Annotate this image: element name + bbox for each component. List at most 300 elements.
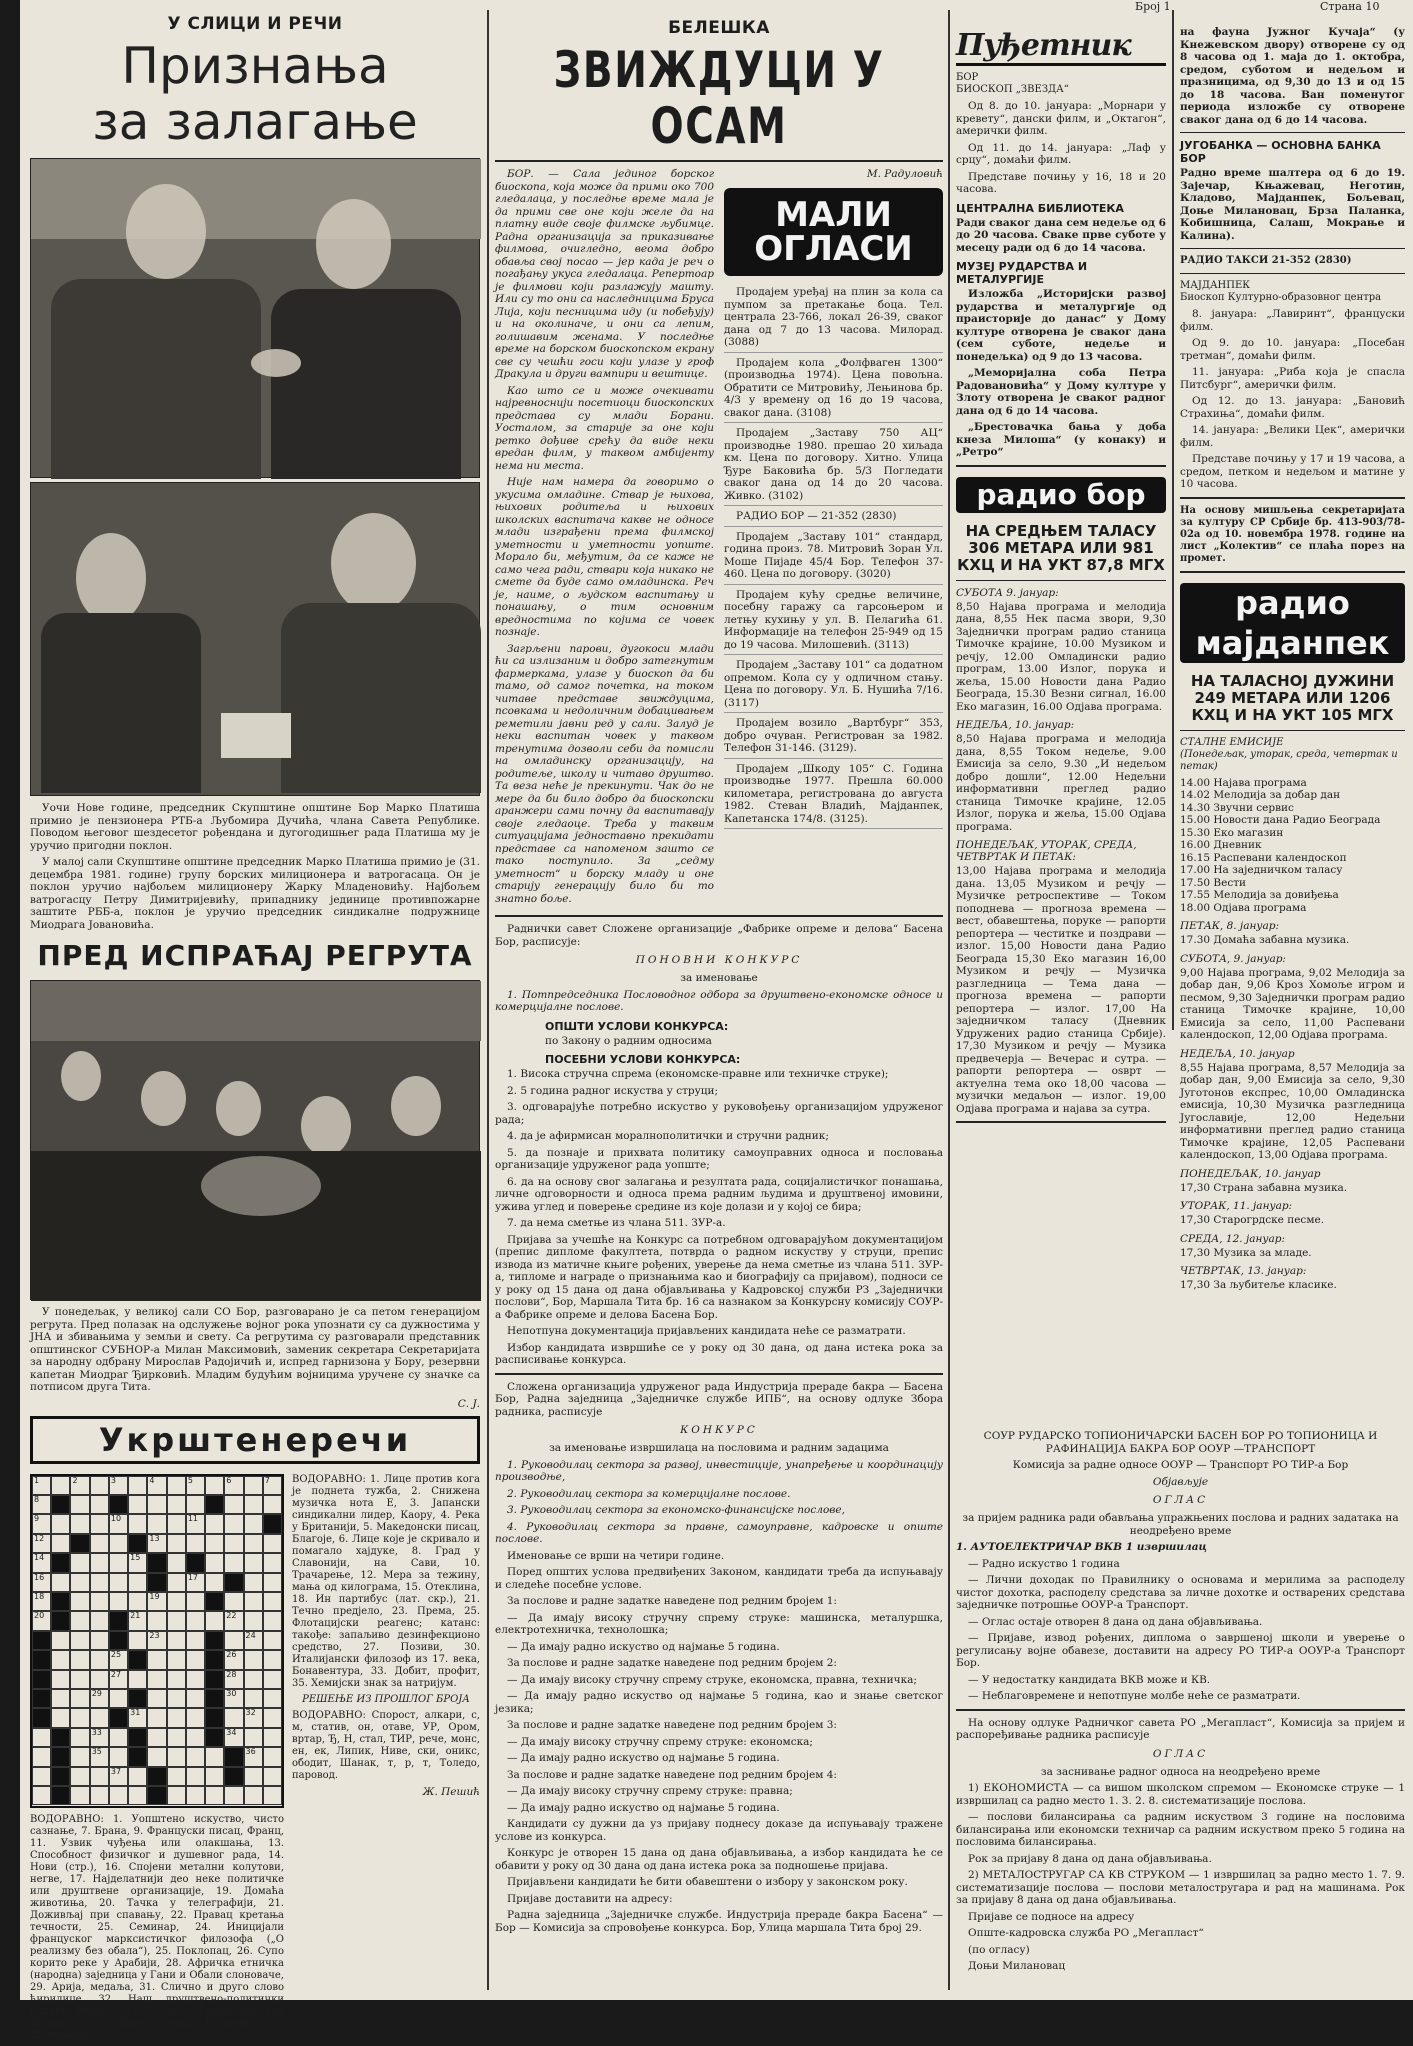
transport-condition: — Неблаговремене и непотпуне молбе неће се разматрати. xyxy=(968,1690,1301,1702)
crossword-cell xyxy=(263,1689,282,1708)
crossword-cell xyxy=(128,1476,147,1495)
crossword-cell xyxy=(244,1689,263,1708)
crossword-cell xyxy=(90,1689,109,1708)
crossword-heading: Укрштенеречи xyxy=(30,1416,480,1464)
crossword-cell xyxy=(128,1495,147,1514)
photo-caption-1: Уочи Нове године, председник Скупштине општине Бор Марко Платиша примио је пензионера РТБ-а Љубомира Дучића, члана Савета Републике. Поводом његовог шездесетог рођендана и дугогодишњег рада Платиша му је уручио пригодни поклон. xyxy=(30,802,480,852)
crossword-cell xyxy=(90,1767,109,1786)
konkurs2-items xyxy=(495,1459,943,1546)
crossword-cell xyxy=(263,1786,282,1805)
bottom-notices xyxy=(956,1430,1405,2000)
crossword-cell xyxy=(90,1553,109,1572)
konkurs-conditions xyxy=(495,1068,943,1230)
crossword-cell xyxy=(167,1514,186,1533)
crossword-cell xyxy=(90,1495,109,1514)
crossword-cell xyxy=(32,1786,51,1805)
crossword-cell-number: 20 xyxy=(34,1611,45,1621)
majdanpek-cinema-item: 11. јануара: „Риба која је спасла Питсбург“, амерички филм. xyxy=(1180,366,1405,391)
transport-oglas: ОГЛАС xyxy=(1152,1494,1209,1506)
crossword-cell xyxy=(224,1495,243,1514)
crossword-cell xyxy=(263,1476,282,1495)
column-rule xyxy=(487,10,489,1990)
crossword-cell xyxy=(205,1767,224,1786)
megaplast-item: Рок за пријаву 8 дана од дана објављивања. xyxy=(968,1852,1212,1865)
konkurs2-heading: КОНКУРС xyxy=(680,1424,758,1436)
crossword-cell xyxy=(70,1592,89,1611)
crossword-cell-number: 32 xyxy=(245,1708,256,1718)
radio-majdanpek-day: ЧЕТВРТАК, 13. јануар: xyxy=(1180,1265,1307,1277)
crossword-cell-number: 3 xyxy=(110,1475,117,1485)
konkurs-condition: 7. да нема сметње из члана 511. ЗУР-а. xyxy=(507,1217,726,1229)
radio-majdanpek-frequency: НА ТАЛАСНОЈ ДУЖИНИ 249 МЕТАРА ИЛИ 1206 КХЦ И НА УКТ 105 МГХ xyxy=(1190,671,1395,724)
majdanpek-cinema-list xyxy=(1180,308,1405,491)
konkurs2-line: Пријављени кандидати ће бити обавештени о избору у законском року. xyxy=(507,1876,908,1888)
crossword-cell xyxy=(167,1592,186,1611)
crossword-cell xyxy=(263,1514,282,1533)
konkurs2-line: — Да имају високу стручну спрему струке: правна; xyxy=(507,1785,793,1797)
museum-item: Изложба „Историјски развој рударства и металургије од праисторије до данас“ у Дому културе отворена је сваког дана (сем суботе, недеље и понедељка) од 9 до 13 часова. xyxy=(956,288,1166,363)
crossword-cell xyxy=(244,1747,263,1766)
transport-oglas-sub: за пријем радника ради обављања упражњених послова и радних задатака на неодређено време xyxy=(962,1512,1399,1537)
crossword-cell xyxy=(167,1689,186,1708)
crossword-cell xyxy=(147,1670,166,1689)
crossword-cell xyxy=(244,1553,263,1572)
transport-condition: — Оглас остаје отворен 8 дана од дана објављивања. xyxy=(968,1615,1263,1628)
crossword-cell xyxy=(70,1611,89,1630)
crossword-cell xyxy=(109,1592,128,1611)
crossword-cell xyxy=(70,1728,89,1747)
crossword-cell xyxy=(51,1534,70,1553)
standing-item: 17.00 На заједничком таласу xyxy=(1180,864,1343,876)
konkurs2-sub: за именовање извршилаца на пословима и радним задацима xyxy=(549,1442,889,1454)
konkurs-condition: 6. да на основу свог залагања и резултата рада, социјалистичког понашања, личне одговорности и односа према радним људима и друштвеној имовини, ужива углед и поверење средине из које долази и у којој се бира; xyxy=(495,1175,943,1213)
crossword-cell xyxy=(167,1573,186,1592)
crossword-cell xyxy=(90,1592,109,1611)
crossword-cell-number: 37 xyxy=(110,1766,122,1776)
konkurs-special: ПОСЕБНИ УСЛОВИ КОНКУРСА: xyxy=(545,1053,741,1066)
crossword-cell xyxy=(90,1670,109,1689)
crossword-cell xyxy=(244,1534,263,1553)
crossword-cell xyxy=(70,1514,89,1533)
konkurs-heading: ПОНОВНИ КОНКУРС xyxy=(635,954,803,966)
crossword-cell xyxy=(32,1573,51,1592)
cinema-list xyxy=(956,100,1166,196)
crossword-cell xyxy=(244,1592,263,1611)
crossword-cell xyxy=(70,1689,89,1708)
note-body xyxy=(495,168,943,909)
crossword-cell xyxy=(147,1689,166,1708)
majdanpek-cinema: Биоскоп Културно-образовног центра xyxy=(1180,292,1382,303)
crossword-cell xyxy=(263,1708,282,1727)
crossword-cell xyxy=(147,1534,166,1553)
crossword-cell xyxy=(167,1650,186,1669)
crossword-cell xyxy=(147,1553,166,1572)
radio-majdanpek-text: 9,00 Најава програма, 9,02 Мелодија за добар дан, 9,06 Кроз Хомоље игром и песмом, 9,30 Заједнички програм радио станица Тимочке крајине, 10,00 Емисија за село, 11,00 Распевани календоскоп, 12,00 Одјава програма. xyxy=(1180,966,1405,1041)
crossword-cell xyxy=(167,1631,186,1650)
crossword-cell xyxy=(90,1650,109,1669)
crossword-cell xyxy=(32,1534,51,1553)
crossword-cell xyxy=(128,1631,147,1650)
konkurs2-item: 4. Руководилац сектора за правне, самоуправне, кадровске и опште послове. xyxy=(495,1520,943,1545)
crossword-cell xyxy=(186,1476,205,1495)
crossword-cell xyxy=(205,1650,224,1669)
crossword-cell xyxy=(244,1495,263,1514)
note-signature: М. Радуловић xyxy=(866,168,943,180)
classified-ad: Продајем кућу средње величине, посебну гаражу са гарсоњером и летњу кухињу у ул. В. Пелагића 61. Информације на телефон 25-949 од 15 до 19 часова. Милошевић. (3113) xyxy=(724,589,943,656)
crossword-cell xyxy=(186,1611,205,1630)
crossword-cell-number: 11 xyxy=(187,1514,199,1524)
crossword-cell xyxy=(147,1631,166,1650)
note-title: ЗВИЖДУЦИ У ОСАМ xyxy=(553,41,885,155)
konkurs-condition: 5. да познаје и прихвата политику самоуправних односа и пословања организације удруженог рада уопште; xyxy=(495,1146,943,1171)
crossword-cell xyxy=(224,1786,243,1805)
megaplast-item: Пријаве се подносе на адресу xyxy=(968,1910,1135,1923)
rule xyxy=(495,1373,943,1375)
crossword-cell xyxy=(51,1747,70,1766)
crossword-cell-number: 34 xyxy=(226,1727,237,1737)
radio-majdanpek-day: ПОНЕДЕЉАК, 10. јануар xyxy=(1180,1167,1321,1180)
megaplast-item: — послови билансирања са радним искуством 3 године на пословима билансирања или економски техничар са радним искуством преко 5 година на пословима билансирања. xyxy=(956,1811,1405,1848)
crossword-cell xyxy=(224,1573,243,1592)
crossword-cell-number: 10 xyxy=(110,1514,122,1524)
crossword-cell-number: 22 xyxy=(226,1611,237,1621)
crossword-cell-number: 13 xyxy=(149,1533,160,1543)
radio-majdanpek-day: УТОРАК, 11. јануар: xyxy=(1180,1200,1293,1212)
photo-recruits xyxy=(30,980,480,1300)
standing-item: 14.30 Звучни сервис xyxy=(1180,801,1294,814)
crossword-grid xyxy=(30,1474,284,1808)
crossword-cell xyxy=(205,1728,224,1747)
crossword-cell xyxy=(147,1650,166,1669)
page-number: Страна 10 xyxy=(1320,0,1380,13)
konkurs2-line: Именовање се врши на четири године. xyxy=(507,1549,725,1562)
crossword-cell xyxy=(109,1689,128,1708)
crossword-cell xyxy=(128,1514,147,1533)
crossword-cell xyxy=(205,1689,224,1708)
crossword-across: ВОДОРАВНО: 1. Уопштено искуство, чисто сазнање, 7. Брана, 9. Француски писац, Франц, 11. Узвик чуђења или олакшања, 13. Способност физичког и душевног рада, 14. Нови (стр.), 16. Спојени метални колутови, негве, 17. Најделатнији део неке политичке или друштвене организације, 19. Домаћа животиња, 20. Тачка у телеграфији, 21. Доживљај при спавању, 22. Правац кретања течности, 25. Семинар, 24. Иницијали француског марксистичког филозофа („О реализму без обала“), 25. Поклопац, 26. Супо корито реке у Арабији, 28. Афричка етничка (народна) заједница у Гани и Обали слоноваче, 29. Арија, медаља, 31. Слично и друго слово ћирилице, 32. Наш друштвено-политички радник, Никола, 34. Језеро у Француској, код Бордоа, 36. Име писца Поповића — Шапчанина. xyxy=(30,1813,284,2041)
crossword-cell xyxy=(147,1767,166,1786)
rule xyxy=(1180,132,1405,133)
crossword-cell xyxy=(147,1708,166,1727)
crossword-cell xyxy=(263,1767,282,1786)
crossword-cell-number: 31 xyxy=(130,1708,141,1718)
crossword-cell xyxy=(167,1786,186,1805)
konkurs2-text xyxy=(495,1550,943,1935)
konkurs-condition: 2. 5 година радног искуства у струци; xyxy=(507,1084,719,1097)
megaplast-item: Доњи Милановац xyxy=(968,1960,1066,1972)
crossword-cell xyxy=(32,1631,51,1650)
crossword-cell xyxy=(51,1573,70,1592)
crossword-cell xyxy=(51,1689,70,1708)
crossword-cell xyxy=(90,1476,109,1495)
crossword-cell xyxy=(186,1553,205,1572)
crossword-cell xyxy=(128,1670,147,1689)
crossword-cell xyxy=(128,1553,147,1572)
rule xyxy=(495,160,943,162)
cinema-item: Од 11. до 14. јануара: „Лаф у срцу“, домаћи филм. xyxy=(956,141,1166,166)
crossword-cell xyxy=(205,1786,224,1805)
konkurs2-line: Пријаве доставити на адресу: xyxy=(507,1892,673,1905)
museum-list xyxy=(956,288,1166,459)
standing-heading: СТАЛНЕ ЕМИСИЈЕ xyxy=(1180,736,1284,748)
crossword-cell xyxy=(263,1495,282,1514)
article-title xyxy=(30,38,480,150)
transport-condition: — Лични доходак по Правилнику о основама и мерилима за расподелу чистог дохотка, расподелу средстава за личне дохотке и остварених средстава заједничке потрошње ООУР-а Транспорт. xyxy=(956,1574,1405,1611)
crossword-cell xyxy=(128,1611,147,1630)
classified-list xyxy=(724,286,943,829)
crossword-cell xyxy=(263,1631,282,1650)
konkurs-apply: Пријава за учешће на Конкурс са потребном одговарајућом документацијом (препис дипломе факултета, потврда о радном искуству у струци, препис извода из матичне књиге рођених, уверење да нема сметње из члана 511. ЗУР-а, типломе и награде о признањима као и биографију са пријавом), подноси се у року од 15 дана од дана објављивања у Кадровској служби РЗ „Заједнички послови“, Бор, Маршала Тита бр. 16 са назнаком за Конкурсну комисију СОУР-а Фабрике опреме и делова Басена Бор. xyxy=(495,1233,943,1321)
radio-majdanpek-schedule xyxy=(1180,920,1405,1292)
megaplast-item: 2) МЕТАЛОСТРУГАР СА КВ СТРУКОМ — 1 извршилац за радно место 1. 7. 9. систематизације послова — послови металостругара и рад на машинама. Рок за пријаву 8 дана од дана објављивања. xyxy=(956,1869,1405,1906)
radio-majdanpek-day: СУБОТА, 9. јануар: xyxy=(1180,952,1286,965)
konkurs-subheading: за именовање xyxy=(680,972,758,984)
konkurs2-line: Кандидати су дужни да уз пријаву поднесу доказе да испуњавају тражене услове из конкурса. xyxy=(495,1818,943,1843)
crossword-cell xyxy=(147,1495,166,1514)
note-kicker: БЕЛЕШКА xyxy=(668,18,770,38)
konkurs-condition: 3. одговарајуће потребно искуство у руковођењу организацијом удруженог рада; xyxy=(495,1101,943,1126)
crossword-cell xyxy=(70,1747,89,1766)
crossword-cell xyxy=(70,1708,89,1727)
taxi-info: РАДИО ТАКСИ 21-352 (2830) xyxy=(1180,255,1352,266)
photo-caption-3: У понедељак, у великој сали СО Бор, разговарано је са петом генерацијом регрута. Пред полазак на одслужење војног рока упознати су са дужностима у ЈНА и збивањима у земљи и свету. Са регрутима су разговарали представник општинског СУБНОР-а Милан Максимовић, заменик секретара Секретаријата за народну одбрану Мирослав Радојичић и, испред гарнизона у Бору, резервни капетан Миодраг Ђирковић. Младим будућим војницима уручене су значке са потписом друга Тита. xyxy=(30,1306,480,1393)
museum-item: „Меморијална соба Петра Радовановића“ у Дому културе у Злоту отворена је сваког радног дана од 6 до 14 часова. xyxy=(956,367,1166,417)
crossword-cell-number: 26 xyxy=(226,1650,237,1660)
crossword-cell xyxy=(244,1573,263,1592)
crossword-cell xyxy=(128,1689,147,1708)
column-rule xyxy=(1172,10,1174,1030)
konkurs2-line: Поред општих услова предвиђених Законом, кандидати треба да испуњавају и следеће посебне услове. xyxy=(495,1566,943,1591)
konkurs-item: 1. Потпредседника Пословодног одбора за друштвено-економске односе и комерцијалне послове. xyxy=(495,988,943,1013)
crossword-cell xyxy=(109,1747,128,1766)
cinema-item: Од 8. до 10. јануара: „Морнари у кревету“, дански филм, и „Октагон“, амерички филм. xyxy=(956,100,1166,137)
crossword-cell xyxy=(70,1631,89,1650)
crossword-cell xyxy=(32,1476,51,1495)
crossword-cell-number: 6 xyxy=(226,1475,232,1485)
crossword-cell xyxy=(147,1611,166,1630)
transport-commission: Комисија за радне односе ООУР — Транспорт РО ТИР-а Бор xyxy=(1012,1459,1349,1471)
crossword-cell xyxy=(263,1670,282,1689)
crossword-cell xyxy=(244,1611,263,1630)
crossword-cell xyxy=(90,1611,109,1630)
crossword-cell xyxy=(224,1708,243,1727)
konkurs2-line: Конкурс је отворен 15 дана од дана објављивања, а избор кандидата ће се обавити у року од 30 дана од дана истека рока за подношење пријава. xyxy=(495,1847,943,1872)
crossword-cell-number: 14 xyxy=(34,1553,45,1563)
crossword-cell xyxy=(32,1747,51,1766)
crossword-cell xyxy=(32,1611,51,1630)
crossword-cell-number: 19 xyxy=(149,1591,160,1601)
konkurs2-line: За послове и радне задатке наведене под редним бројем 2: xyxy=(507,1657,837,1669)
photo-handshake xyxy=(30,158,480,478)
crossword-cell xyxy=(32,1553,51,1572)
crossword-cell xyxy=(32,1650,51,1669)
standing-item: 14.00 Најава програма xyxy=(1180,776,1307,789)
crossword-cell xyxy=(186,1728,205,1747)
crossword-cell xyxy=(109,1786,128,1805)
crossword-cell xyxy=(263,1747,282,1766)
crossword-cell xyxy=(90,1534,109,1553)
crossword-cell xyxy=(51,1786,70,1805)
crossword-cell xyxy=(186,1786,205,1805)
title-line-2: за залагање xyxy=(92,93,418,151)
radio-bor-day: СУБОТА 9. јануар: xyxy=(956,586,1059,599)
crossword-cell xyxy=(244,1708,263,1727)
crossword-cell xyxy=(167,1611,186,1630)
newspaper-page xyxy=(20,0,1413,2041)
crossword-cell xyxy=(167,1670,186,1689)
crossword-cell-number: 27 xyxy=(110,1669,122,1679)
crossword-cell-number: 7 xyxy=(264,1475,270,1485)
crossword-cell xyxy=(224,1689,243,1708)
crossword-cell xyxy=(70,1476,89,1495)
crossword-cell xyxy=(90,1573,109,1592)
crossword-cell xyxy=(224,1728,243,1747)
crossword-signature: Ж. Пешић xyxy=(422,1785,480,1798)
crossword-cell xyxy=(90,1786,109,1805)
title-line-1: Признања xyxy=(121,37,389,95)
crossword-cell xyxy=(32,1689,51,1708)
radio-bor-day: ПОНЕДЕЉАК, УТОРАК, СРЕДА, ЧЕТВРТАК И ПЕТАК: xyxy=(956,839,1137,863)
crossword-cell xyxy=(167,1534,186,1553)
crossword-cell-number: 21 xyxy=(130,1611,141,1621)
crossword-cell xyxy=(51,1476,70,1495)
konkurs2-line: За послове и радне задатке наведене под редним бројем 4: xyxy=(507,1768,837,1781)
standing-item: 15.30 Еко магазин xyxy=(1180,826,1284,839)
crossword-cell-number: 36 xyxy=(245,1747,256,1757)
crossword-cell xyxy=(224,1514,243,1533)
crossword-cell xyxy=(167,1747,186,1766)
crossword-cell xyxy=(32,1767,51,1786)
crossword-cell xyxy=(109,1728,128,1747)
standing-item: 16.00 Дневник xyxy=(1180,839,1262,851)
crossword-cell xyxy=(263,1534,282,1553)
crossword-cell xyxy=(109,1534,128,1553)
konkurs2-intro: Сложена организација удруженог рада Индустрија прераде бакра — Басена Бор, Радна заједница „Заједничке службе ИПБ“, на основу одлуке Збора радника, расписује xyxy=(495,1380,943,1418)
crossword-cell xyxy=(70,1534,89,1553)
crossword-cell xyxy=(167,1495,186,1514)
crossword-cell xyxy=(109,1514,128,1533)
konkurs-condition: 4. да је афирмисан моралнополитички и стручни радник; xyxy=(507,1130,829,1142)
crossword-cell-number: 35 xyxy=(91,1747,102,1757)
konkurs-general-sub: по Закону о радним односима xyxy=(545,1034,712,1047)
crossword-cell xyxy=(90,1747,109,1766)
crossword-cell-number: 15 xyxy=(130,1553,141,1563)
crossword-cell xyxy=(32,1708,51,1727)
konkurs-intro: Раднички савет Сложене организације „Фабрике опреме и делова“ Басена Бор, расписује: xyxy=(495,923,943,948)
majdanpek-cinema-item: Од 9. до 10. јануара: „Посебан третман“, домаћи филм. xyxy=(1180,337,1405,362)
standing-item: 14.02 Мелодија за добар дан xyxy=(1180,789,1341,801)
radio-majdanpek-day: ПЕТАК, 8. јануар: xyxy=(1180,920,1279,932)
crossword-cell xyxy=(205,1670,224,1689)
crossword-cell xyxy=(70,1650,89,1669)
crossword-cell xyxy=(147,1728,166,1747)
radio-majdanpek-day: СРЕДА, 12. јануар: xyxy=(1180,1232,1286,1245)
crossword-cell xyxy=(51,1767,70,1786)
radio-majdanpek-text: 17,30 За љубитеље класике. xyxy=(1180,1279,1337,1291)
crossword-cell xyxy=(147,1786,166,1805)
rule xyxy=(956,1121,1166,1123)
crossword-cell xyxy=(205,1708,224,1727)
crossword-cell xyxy=(128,1650,147,1669)
rule xyxy=(495,915,943,917)
crossword-cell xyxy=(244,1476,263,1495)
konkurs2-line: — Да имају високу стручну спрему струке: машинска, металуршка, електротехничка, технолошка; xyxy=(495,1611,943,1636)
standing-item: 16.15 Распевани календоскоп xyxy=(1180,851,1347,864)
crossword-cell xyxy=(205,1631,224,1650)
standing-list xyxy=(1180,777,1405,915)
column-middle xyxy=(495,0,943,2000)
column-rule xyxy=(948,10,950,1990)
transport-job: 1. АУТОЕЛЕКТРИЧАР ВКВ 1 извршилац xyxy=(956,1541,1207,1553)
radio-bor-text: 8,50 Најава програма и мелодија дана, 8,55 Нек пасма звори, 9,30 Заједнички програм радио станица Тимочке крајине, 10.00 Музиком и речју, 12.00 Омладински радио програм, 13.00 Излог, порука и жеља, 15.00 Новости дана Радио Београда, 15.30 Везни сигнал, 16.00 Еко магазин, 16.00 Одјава програма. xyxy=(956,600,1166,713)
crossword-cell xyxy=(109,1631,128,1650)
crossword-cell xyxy=(224,1767,243,1786)
crossword-cell xyxy=(224,1631,243,1650)
crossword-cell xyxy=(70,1573,89,1592)
konkurs2-line: — Да имају радно искуство од најмање 5 година, као и знање светског језика; xyxy=(495,1690,943,1715)
crossword-cell xyxy=(70,1553,89,1572)
majdanpek-title: МАЈДАНПЕК xyxy=(1180,280,1251,291)
radio-majdanpek-text: 17,30 Страна забавна музика. xyxy=(1180,1181,1348,1194)
konkurs-condition: 1. Висока стручна спрема (економске-правне или техничке струке); xyxy=(507,1068,889,1080)
transport-conditions xyxy=(956,1558,1405,1703)
crossword-cell xyxy=(224,1650,243,1669)
crossword-cell xyxy=(51,1495,70,1514)
crossword-cell xyxy=(263,1650,282,1669)
crossword-cell xyxy=(244,1514,263,1533)
crossword-cell xyxy=(51,1611,70,1630)
megaplast-oglas: ОГЛАС xyxy=(1152,1747,1209,1760)
crossword-cell xyxy=(186,1534,205,1553)
crossword-cell xyxy=(205,1553,224,1572)
crossword-cell-number: 18 xyxy=(34,1591,45,1601)
note-p4: Загрљени парови, дугокоси млади ћи са излизаним и добро затегнутим фармеркама, улазе у биоскоп да би тамо, од самог почетка, на током читаве представе звиждуцима, псовкама и недоличним добацивањем реметили јавни ред у сали. Залуд је неки васпитан човек у таквом тренутима дозволи себи да помисли на омладинску организацију, на родитеље, школу и читаво друштво. Та веза неће је прекинути. Чак до не мере да би било добро да биоскопски аранжери сами почну да васпитавају своје гледаоце. Треба у таквим ситуацијама једноставно прекидати представе са напоменом зашто се тако поступило. За „седму уметност“ и борску младу и оне старију генерацију било би то знатно боље. xyxy=(495,642,714,905)
megaplast-intro: На основу одлуке Радничког савета РО „Мегапласт“, Комисија за пријем и распоређивање радника расписује xyxy=(956,1716,1405,1741)
crossword-cell xyxy=(263,1611,282,1630)
crossword-cell xyxy=(244,1631,263,1650)
transport-condition: — У недостатку кандидата ВКВ може и КВ. xyxy=(968,1673,1211,1686)
radio-majdanpek-text: 17,30 Музика за младе. xyxy=(1180,1246,1312,1259)
crossword-cell xyxy=(205,1611,224,1630)
crossword-cell xyxy=(70,1670,89,1689)
crossword-cell-number: 2 xyxy=(72,1475,78,1485)
crossword-cell-number: 33 xyxy=(91,1727,102,1737)
crossword-cell xyxy=(205,1495,224,1514)
konkurs2-item: 1. Руководилац сектора за развој, инвестиције, унапређење и координацију производње, xyxy=(495,1458,943,1483)
crossword-cell xyxy=(186,1592,205,1611)
crossword-cell xyxy=(147,1476,166,1495)
rule xyxy=(1180,730,1405,731)
majdanpek-cinema-item: Представе почињу у 17 и 19 часова, а средом, петком и недељом и матине у 10 часова. xyxy=(1180,453,1405,490)
crossword-cell xyxy=(51,1670,70,1689)
crossword-cell xyxy=(109,1611,128,1630)
crossword-cell xyxy=(205,1476,224,1495)
crossword-cell xyxy=(109,1495,128,1514)
crossword-cell xyxy=(32,1495,51,1514)
crossword-cell-number: 12 xyxy=(34,1533,45,1543)
issue-number: Број 1 xyxy=(1135,0,1171,13)
crossword-cell xyxy=(70,1767,89,1786)
crossword-cell xyxy=(128,1767,147,1786)
crossword-cell-number: 4 xyxy=(149,1475,155,1485)
crossword-cell xyxy=(51,1514,70,1533)
classified-ad: Продајем „Заставу 101“ стандард, година произ. 78. Митровић Зоран Ул. Моше Пијаде 45/4 Бор. Телефон 37-460. Цена по договору. (3020) xyxy=(724,531,943,585)
crossword-cell-number: 16 xyxy=(34,1572,45,1582)
megaplast-sub: за заснивање радног односа на неодређено време xyxy=(1040,1765,1321,1778)
crossword-cell xyxy=(51,1708,70,1727)
crossword-cell xyxy=(224,1670,243,1689)
standing-days: (Понедељак, уторак, среда, четвртак и петак) xyxy=(1180,748,1398,772)
